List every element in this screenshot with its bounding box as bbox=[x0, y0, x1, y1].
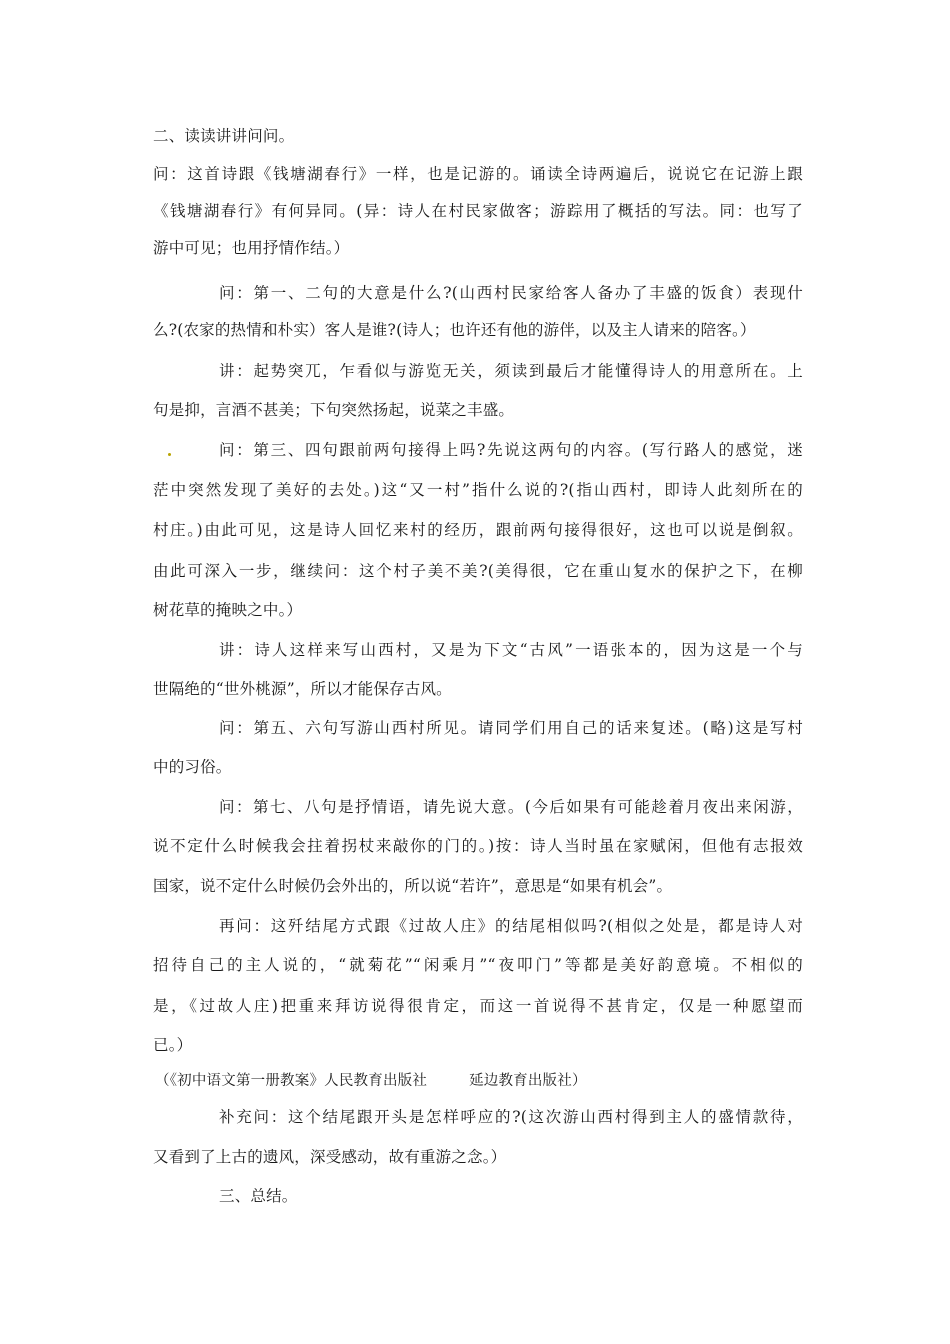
paragraph-6-line-1: 问：第五、六句写游山西村所见。请同学们用自己的话来复述。(略)这是写村 bbox=[219, 719, 803, 737]
source-citation-publisher: （《初中语文第一册教案》人民教育出版社 bbox=[155, 1073, 428, 1089]
paragraph-4-line-3: 村庄。)由此可见，这是诗人回忆来村的经历，跟前两句接得很好，这也可以说是倒叙。 bbox=[153, 521, 803, 539]
paragraph-1-line-2: 《钱塘湖春行》有何异同。(异：诗人在村民家做客；游踪用了概括的写法。同：也写了 bbox=[153, 202, 803, 220]
paragraph-9-line-2: 又看到了上古的遗风，深受感动，故有重游之念。） bbox=[153, 1148, 507, 1166]
paragraph-4-line-2: 茫中突然发现了美好的去处。)这“又一村”指什么说的?(指山西村，即诗人此刻所在的 bbox=[153, 481, 803, 499]
paragraph-5-line-1: 讲：诗人这样来写山西村，又是为下文“古风”一语张本的，因为这是一个与 bbox=[219, 641, 803, 659]
paragraph-4-line-5: 树花草的掩映之中。） bbox=[153, 601, 303, 619]
paragraph-9-line-1: 补充问：这个结尾跟开头是怎样呼应的?(这次游山西村得到主人的盛情款待， bbox=[219, 1108, 803, 1126]
paragraph-3-line-1: 讲：起势突兀，乍看似与游览无关，须读到最后才能懂得诗人的用意所在。上 bbox=[219, 362, 803, 380]
source-citation-publisher-2: 延边教育出版社） bbox=[469, 1073, 587, 1089]
paragraph-3-line-2: 句是抑，言酒不甚美；下句突然扬起，说菜之丰盛。 bbox=[153, 401, 515, 419]
paragraph-8-line-1: 再问：这歼结尾方式跟《过故人庄》的结尾相似吗?(相似之处是，都是诗人对 bbox=[219, 917, 803, 935]
section-heading-3: 三、总结。 bbox=[219, 1187, 298, 1205]
paragraph-1-line-1: 问：这首诗跟《钱塘湖春行》一样，也是记游的。诵读全诗两遍后，说说它在记游上跟 bbox=[153, 165, 803, 183]
paragraph-8-line-3: 是，《过故人庄)把重来拜访说得很肯定，而这一首说得不甚肯定，仅是一种愿望而 bbox=[153, 997, 803, 1015]
paragraph-5-line-2: 世隔绝的“世外桃源”，所以才能保存古风。 bbox=[153, 680, 452, 698]
paragraph-4-line-4: 由此可深入一步，继续问：这个村子美不美?(美得很，它在重山复水的保护之下，在柳 bbox=[153, 562, 803, 580]
paragraph-7-line-2: 说不定什么时候我会拄着拐杖来敲你的门的。)按：诗人当时虽在家赋闲，但他有志报效 bbox=[153, 837, 803, 855]
paragraph-8-line-4: 已。） bbox=[153, 1036, 193, 1054]
paragraph-4-line-1: 问：第三、四句跟前两句接得上吗?先说这两句的内容。(写行路人的感觉，迷 bbox=[219, 441, 803, 459]
paragraph-8-line-2: 招待自己的主人说的，“就菊花”“闲乘月”“夜叩门”等都是美好韵意境。不相似的 bbox=[153, 956, 803, 974]
paragraph-1-line-3: 游中可见；也用抒情作结。） bbox=[153, 239, 350, 257]
paragraph-2-line-2: 么?(农家的热情和朴实）客人是谁?(诗人；也许还有他的游伴，以及主人请来的陪客。） bbox=[153, 321, 756, 339]
stray-dot-mark bbox=[168, 453, 171, 456]
paragraph-7-line-3: 国家，说不定什么时候仍会外出的，所以说“若许”，意思是“如果有机会”。 bbox=[153, 877, 673, 895]
paragraph-7-line-1: 问：第七、八句是抒情语，请先说大意。(今后如果有可能趁着月夜出来闲游， bbox=[219, 798, 803, 816]
paragraph-2-line-1: 问：第一、二句的大意是什么?(山西村民家给客人备办了丰盛的饭食）表现什 bbox=[219, 284, 803, 302]
paragraph-6-line-2: 中的习俗。 bbox=[153, 758, 232, 776]
section-heading-2: 二、读读讲讲问问。 bbox=[153, 127, 295, 145]
source-citation bbox=[155, 1071, 755, 1091]
